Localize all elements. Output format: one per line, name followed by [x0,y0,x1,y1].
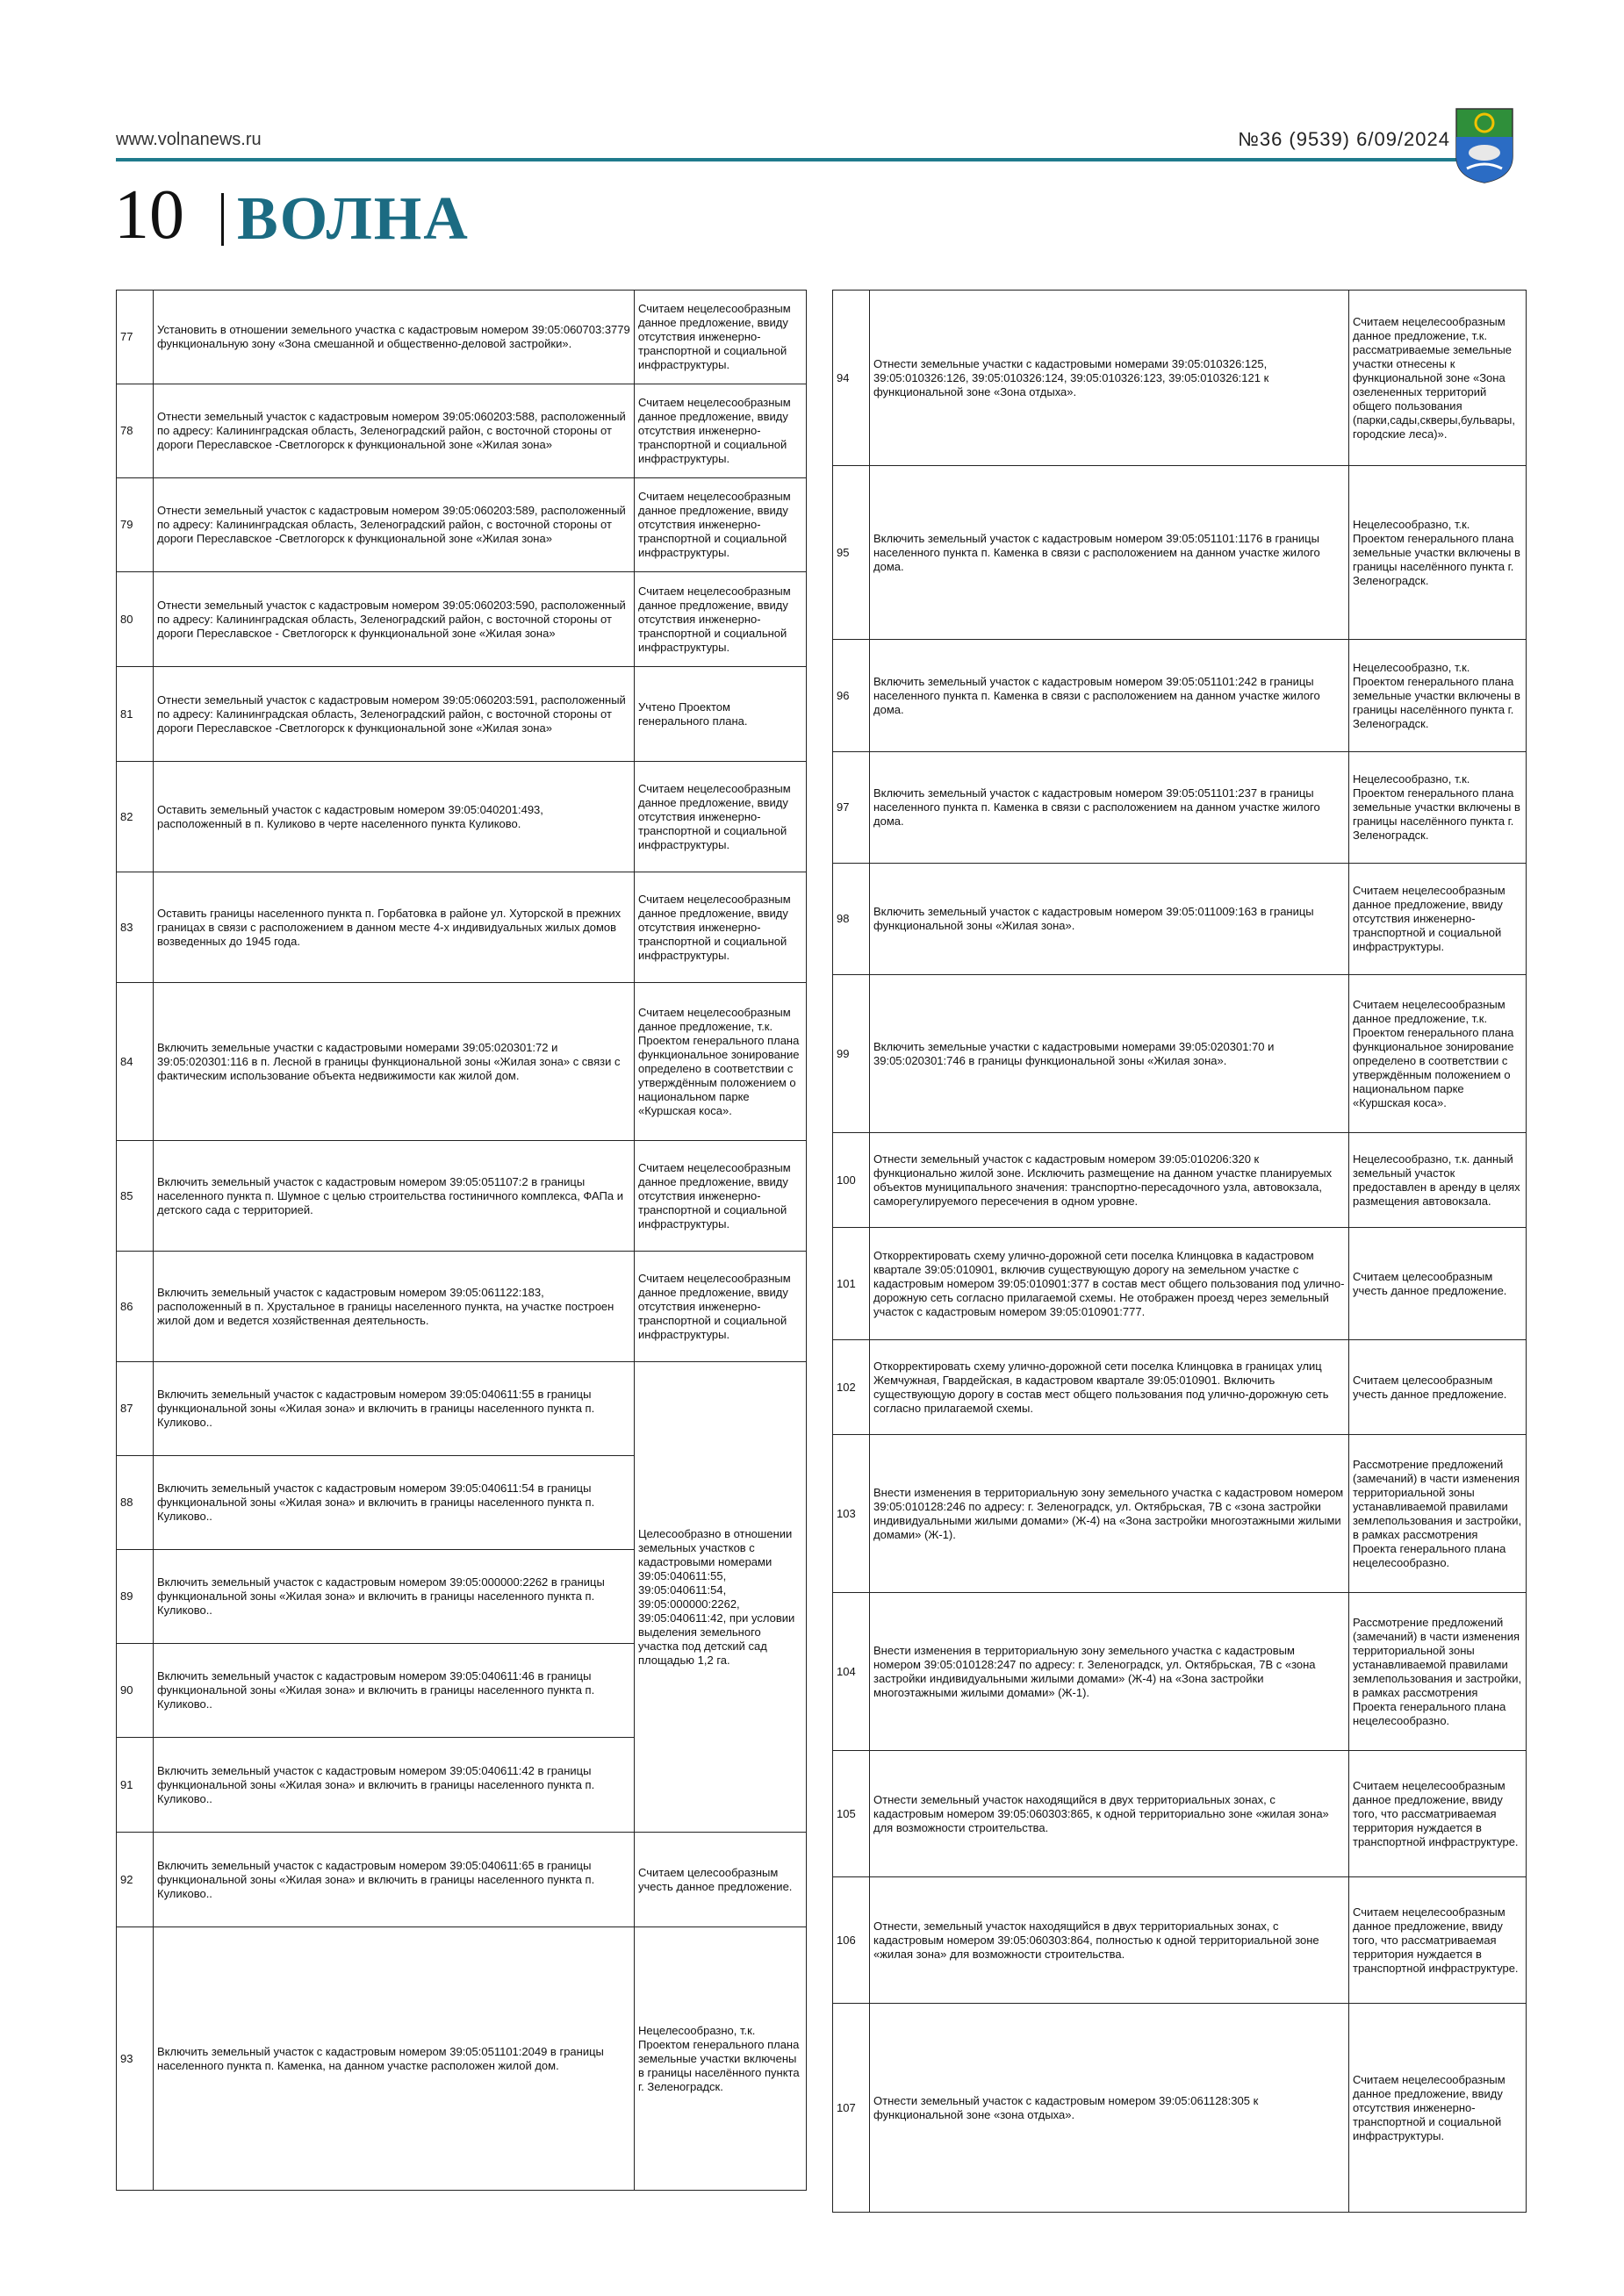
row-number: 100 [833,1133,870,1228]
row-number: 97 [833,752,870,864]
row-number: 103 [833,1435,870,1593]
proposal-text: Внести изменения в территориальную зону земельного участка с кадастровом номером 39:05:010128:246 по адресу: г. Зеленоградск, ул. Октябрьская, 7В с «зона застройки индивидуальными жилыми домами» (Ж-4) на «Зона застройки многоэтажными жилыми домами» (Ж-1). [870,1435,1349,1593]
page-number: 10 [114,176,184,254]
proposal-text: Внести изменения в территориальную зону земельного участка с кадастровым номером 39:05:010128:247 по адресу: г. Зеленоградск, ул. Октябрьская, 7В с «зона застройки индивидуальными жилыми домами» (Ж-4) на «Зона застройки многоэтажными жилыми домами» (Ж-1). [870,1593,1349,1751]
proposal-text: Откорректировать схему улично-дорожной сети поселка Клинцовка в границах улиц Жемчужная, Гвардейская, в кадастровом квартале 39:05:010901. Включить существующую дорогу в состав мест общего пользования под улично-дорожную сеть согласно прилагаемой схемы. [870,1340,1349,1435]
row-number: 90 [117,1644,154,1738]
proposal-text: Отнести земельный участок с кадастровым номером 39:05:060203:591, расположенный по адресу: Калининградская область, Зеленоградский район, с восточной стороны от дороги Переславское -Светлогорск к функциональной зоне «Жилая зона» [154,667,635,762]
table-row [833,1340,1527,1435]
table-row [833,1133,1527,1228]
table-row [117,1252,807,1362]
decision-text: Рассмотрение предложений (замечаний) в части изменения территориальной зоны устанавливаемой правилами землепользования и застройки, в рамках рассмотрения Проекта генерального плана нецелесообразно. [1349,1435,1527,1593]
header-rule [116,158,1485,161]
decision-text: Считаем нецелесообразным данное предложение, ввиду отсутствия инженерно-транспортной и социальной инфраструктуры. [1349,864,1527,975]
table-row [833,1435,1527,1593]
table-row [833,291,1527,466]
table-row [117,572,807,667]
proposal-text: Включить земельный участок с кадастровым номером 39:05:000000:2262 в границы функциональной зоны «Жилая зона» и включить в границы населенного пункта п. Куликово.. [154,1550,635,1644]
coat-of-arms-icon [1455,107,1514,184]
decision-text: Считаем нецелесообразным данное предложение, ввиду того, что рассматриваемая территория нуждается в транспортной инфраструктуре. [1349,1877,1527,2004]
table-row [117,983,807,1141]
issue-info: №36 (9539) 6/09/2024 [1238,128,1450,150]
title-separator [221,193,224,246]
decision-text: Считаем нецелесообразным данное предложение, ввиду отсутствия инженерно-транспортной и социальной инфраструктуры. [635,1252,807,1362]
decision-text: Нецелесообразно, т.к. Проектом генерального плана земельные участки включены в границы населённого пункта г. Зеленоградск. [1349,640,1527,752]
row-number: 93 [117,1927,154,2191]
table-row [117,762,807,872]
table-row [833,752,1527,864]
row-number: 86 [117,1252,154,1362]
table-row [833,864,1527,975]
table-row [117,478,807,572]
row-number: 87 [117,1362,154,1456]
row-number: 81 [117,667,154,762]
decision-text: Нецелесообразно, т.к. Проектом генерального плана земельные участки включены в границы населённого пункта г. Зеленоградск. [1349,466,1527,640]
row-number: 82 [117,762,154,872]
decision-text: Считаем нецелесообразным данное предложение, ввиду отсутствия инженерно-транспортной и социальной инфраструктуры. [635,384,807,478]
proposal-text: Откорректировать схему улично-дорожной сети поселка Клинцовка в кадастровом квартале 39:05:010901, включив существующую дорогу на земельном участке с кадастровым номером 39:05:010901:377 в состав мест общего пользования под улично-дорожную сеть согласно прилагаемой схемы. Не отображен проезд через земельный участок с кадастровым номером 39:05:010901:777. [870,1228,1349,1340]
newspaper-logo: ВОЛНА [237,185,470,253]
row-number: 102 [833,1340,870,1435]
decision-text: Считаем нецелесообразным данное предложение, т.к. Проектом генерального плана функциональное зонирование определено в соответствии с утверждённым положением о национальном парке «Куршская коса». [1349,975,1527,1133]
row-number: 84 [117,983,154,1141]
table-row [117,1927,807,2191]
decision-text: Считаем целесообразным учесть данное предложение. [1349,1340,1527,1435]
decision-text: Считаем нецелесообразным данное предложение, ввиду отсутствия инженерно-транспортной и социальной инфраструктуры. [635,572,807,667]
row-number: 98 [833,864,870,975]
proposal-text: Отнести земельный участок с кадастровым номером 39:05:061128:305 к функциональной зоне «зона отдыха». [870,2004,1349,2213]
proposal-text: Оставить земельный участок с кадастровым номером 39:05:040201:493, расположенный в п. Куликово в черте населенного пункта Куликово. [154,762,635,872]
proposal-text: Отнести земельный участок с кадастровым номером 39:05:060203:589, расположенный по адресу: Калининградская область, Зеленоградский район, с восточной стороны от дороги Переславское -Светлогорск к функциональной зоне «Жилая зона» [154,478,635,572]
proposal-text: Включить земельные участки с кадастровыми номерами 39:05:020301:70 и 39:05:020301:746 в границы функциональной зоны «Жилая зона». [870,975,1349,1133]
table-row [117,1362,807,1456]
proposal-text: Включить земельный участок с кадастровым номером 39:05:061122:183, расположенный в п. Хрустальное в границы населенного пункта, на участке построен жилой дом и ведется хозяйственная деятельность. [154,1252,635,1362]
row-number: 105 [833,1751,870,1877]
row-number: 78 [117,384,154,478]
table-row [833,2004,1527,2213]
proposal-text: Включить земельный участок с кадастровым номером 39:05:051101:1176 в границы населенного пункта п. Каменка в связи с расположением на данном участке жилого дома. [870,466,1349,640]
decision-text: Считаем нецелесообразным данное предложение, ввиду отсутствия инженерно-транспортной и социальной инфраструктуры. [635,872,807,983]
table-row [833,975,1527,1133]
table-row [833,1228,1527,1340]
table-row [117,1833,807,1927]
table-row [117,872,807,983]
proposal-text: Включить земельный участок с кадастровым номером 39:05:040611:46 в границы функциональной зоны «Жилая зона» и включить в границы населенного пункта п. Куликово.. [154,1644,635,1738]
decision-text: Считаем нецелесообразным данное предложение, ввиду отсутствия инженерно-транспортной и социальной инфраструктуры. [635,762,807,872]
table-row [833,1877,1527,2004]
decision-text: Считаем нецелесообразным данное предложение, ввиду отсутствия инженерно-транспортной и социальной инфраструктуры. [635,478,807,572]
proposal-text: Отнести земельные участки с кадастровыми номерами 39:05:010326:125, 39:05:010326:126, 39:05:010326:124, 39:05:010326:123, 39:05:010326:121 к функциональной зоне «Зона отдыха». [870,291,1349,466]
proposal-text: Включить земельные участки с кадастровыми номерами 39:05:020301:72 и 39:05:020301:116 в п. Лесной в границы функциональной зоны «Жилая зона» с связи с фактическим использование объекта недвижимости как жилой дом. [154,983,635,1141]
proposal-text: Отнести земельный участок с кадастровым номером 39:05:010206:320 к функционально жилой зоне. Исключить размещение на данном участке планируемых объектов муниципального значения: транспортно-пересадочного узла, автовокзала, саморегулируемого пересечения в одном уровне. [870,1133,1349,1228]
proposal-text: Включить земельный участок с кадастровым номером 39:05:051101:2049 в границы населенного пункта п. Каменка, на данном участке расположен жилой дом. [154,1927,635,2191]
row-number: 104 [833,1593,870,1751]
proposal-text: Включить земельный участок с кадастровым номером 39:05:011009:163 в границы функциональной зоны «Жилая зона». [870,864,1349,975]
decision-text: Считаем нецелесообразным данное предложение, ввиду отсутствия инженерно-транспортной и социальной инфраструктуры. [1349,2004,1527,2213]
row-number: 80 [117,572,154,667]
decision-text: Нецелесообразно, т.к. Проектом генерального плана земельные участки включены в границы населённого пункта г. Зеленоградск. [1349,752,1527,864]
row-number: 89 [117,1550,154,1644]
table-row [117,384,807,478]
row-number: 79 [117,478,154,572]
row-number: 77 [117,291,154,384]
site-url[interactable]: www.volnanews.ru [116,130,262,149]
row-number: 91 [117,1738,154,1833]
table-row [117,291,807,384]
decision-text: Считаем нецелесообразным данное предложение, ввиду того, что рассматриваемая территория нуждается в транспортной инфраструктуре. [1349,1751,1527,1877]
decision-text: Считаем целесообразным учесть данное предложение. [1349,1228,1527,1340]
row-number: 99 [833,975,870,1133]
proposal-text: Включить земельный участок с кадастровым номером 39:05:040611:65 в границы функциональной зоны «Жилая зона» и включить в границы населенного пункта п. Куликово.. [154,1833,635,1927]
proposal-text: Включить земельный участок с кадастровым номером 39:05:040611:54 в границы функциональной зоны «Жилая зона» и включить в границы населенного пункта п. Куликово.. [154,1456,635,1550]
row-number: 106 [833,1877,870,2004]
decision-text: Учтено Проектом генерального плана. [635,667,807,762]
proposal-text: Установить в отношении земельного участка с кадастровым номером 39:05:060703:3779 функциональную зону «Зона смешанной и общественно-деловой застройки». [154,291,635,384]
proposal-text: Включить земельный участок с кадастровым номером 39:05:051107:2 в границы населенного пункта п. Шумное с целью строительства гостиничного комплекса, ФАПа и детского сада с территорией. [154,1141,635,1252]
decision-text: Нецелесообразно, т.к. Проектом генерального плана земельные участки включены в границы населённого пункта г. Зеленоградск. [635,1927,807,2191]
table-row [833,1751,1527,1877]
decision-text: Нецелесообразно, т.к. данный земельный участок предоставлен в аренду в целях размещения автовокзала. [1349,1133,1527,1228]
decision-text: Рассмотрение предложений (замечаний) в части изменения территориальной зоны устанавливаемой правилами землепользования и застройки, в рамках рассмотрения Проекта генерального плана нецелесообразно. [1349,1593,1527,1751]
row-number: 101 [833,1228,870,1340]
row-number: 96 [833,640,870,752]
decision-text-merged: Целесообразно в отношении земельных участков с кадастровыми номерами 39:05:040611:55, 39:05:040611:54, 39:05:000000:2262, 39:05:040611:42, при условии выделения земельного участка под детский сад площадью 1,2 га. [635,1362,807,1833]
row-number: 95 [833,466,870,640]
proposal-text: Отнести, земельный участок находящийся в двух территориальных зонах, с кадастровым номером 39:05:060303:864, полностью к одной территориальной зоне «жилая зона» для возможности строительства. [870,1877,1349,2004]
proposal-text: Отнести земельный участок с кадастровым номером 39:05:060203:588, расположенный по адресу: Калининградская область, Зеленоградский район, с восточной стороны от дороги Переславское -Светлогорск к функциональной зоне «Жилая зона» [154,384,635,478]
table-row [833,1593,1527,1751]
proposal-text: Отнести земельный участок с кадастровым номером 39:05:060203:590, расположенный по адресу: Калининградская область, Зеленоградский район, с восточной стороны от дороги Переславское - Светлогорск к функциональной зоне «Жилая зона» [154,572,635,667]
row-number: 85 [117,1141,154,1252]
decision-text: Считаем нецелесообразным данное предложение, ввиду отсутствия инженерно-транспортной и социальной инфраструктуры. [635,291,807,384]
proposal-text: Отнести земельный участок находящийся в двух территориальных зонах, с кадастровым номером 39:05:060303:865, к одной территориально зоне «жилая зона» для возможности строительства. [870,1751,1349,1877]
table-row [833,466,1527,640]
proposal-text: Оставить границы населенного пункта п. Горбатовка в районе ул. Хуторской в прежних границах в связи с расположением в данном месте 4-х индивидуальных жилых домов возведенных до 1945 года. [154,872,635,983]
proposal-text: Включить земельный участок с кадастровым номером 39:05:051101:242 в границы населенного пункта п. Каменка в связи с расположением на данном участке жилого дома. [870,640,1349,752]
proposal-text: Включить земельный участок с кадастровым номером 39:05:040611:55 в границы функциональной зоны «Жилая зона» и включить в границы населенного пункта п. Куликово.. [154,1362,635,1456]
row-number: 83 [117,872,154,983]
row-number: 94 [833,291,870,466]
left-table [116,290,807,2191]
row-number: 107 [833,2004,870,2213]
table-row [833,640,1527,752]
decision-text: Считаем нецелесообразным данное предложение, т.к. Проектом генерального плана функциональное зонирование определено в соответствии с утверждённым положением о национальном парке «Куршская коса». [635,983,807,1141]
decision-text: Считаем целесообразным учесть данное предложение. [635,1833,807,1927]
decision-text: Считаем нецелесообразным данное предложение, т.к. рассматриваемые земельные участки отнесены к функциональной зоне «Зона озелененных территорий общего пользования (парки,сады,скверы,бульвары, городские леса)». [1349,291,1527,466]
table-row [117,667,807,762]
proposal-text: Включить земельный участок с кадастровым номером 39:05:051101:237 в границы населенного пункта п. Каменка в связи с расположением на данном участке жилого дома. [870,752,1349,864]
right-table [832,290,1527,2213]
row-number: 88 [117,1456,154,1550]
proposal-text: Включить земельный участок с кадастровым номером 39:05:040611:42 в границы функциональной зоны «Жилая зона» и включить в границы населенного пункта п. Куликово.. [154,1738,635,1833]
table-row [117,1141,807,1252]
decision-text: Считаем нецелесообразным данное предложение, ввиду отсутствия инженерно-транспортной и социальной инфраструктуры. [635,1141,807,1252]
row-number: 92 [117,1833,154,1927]
